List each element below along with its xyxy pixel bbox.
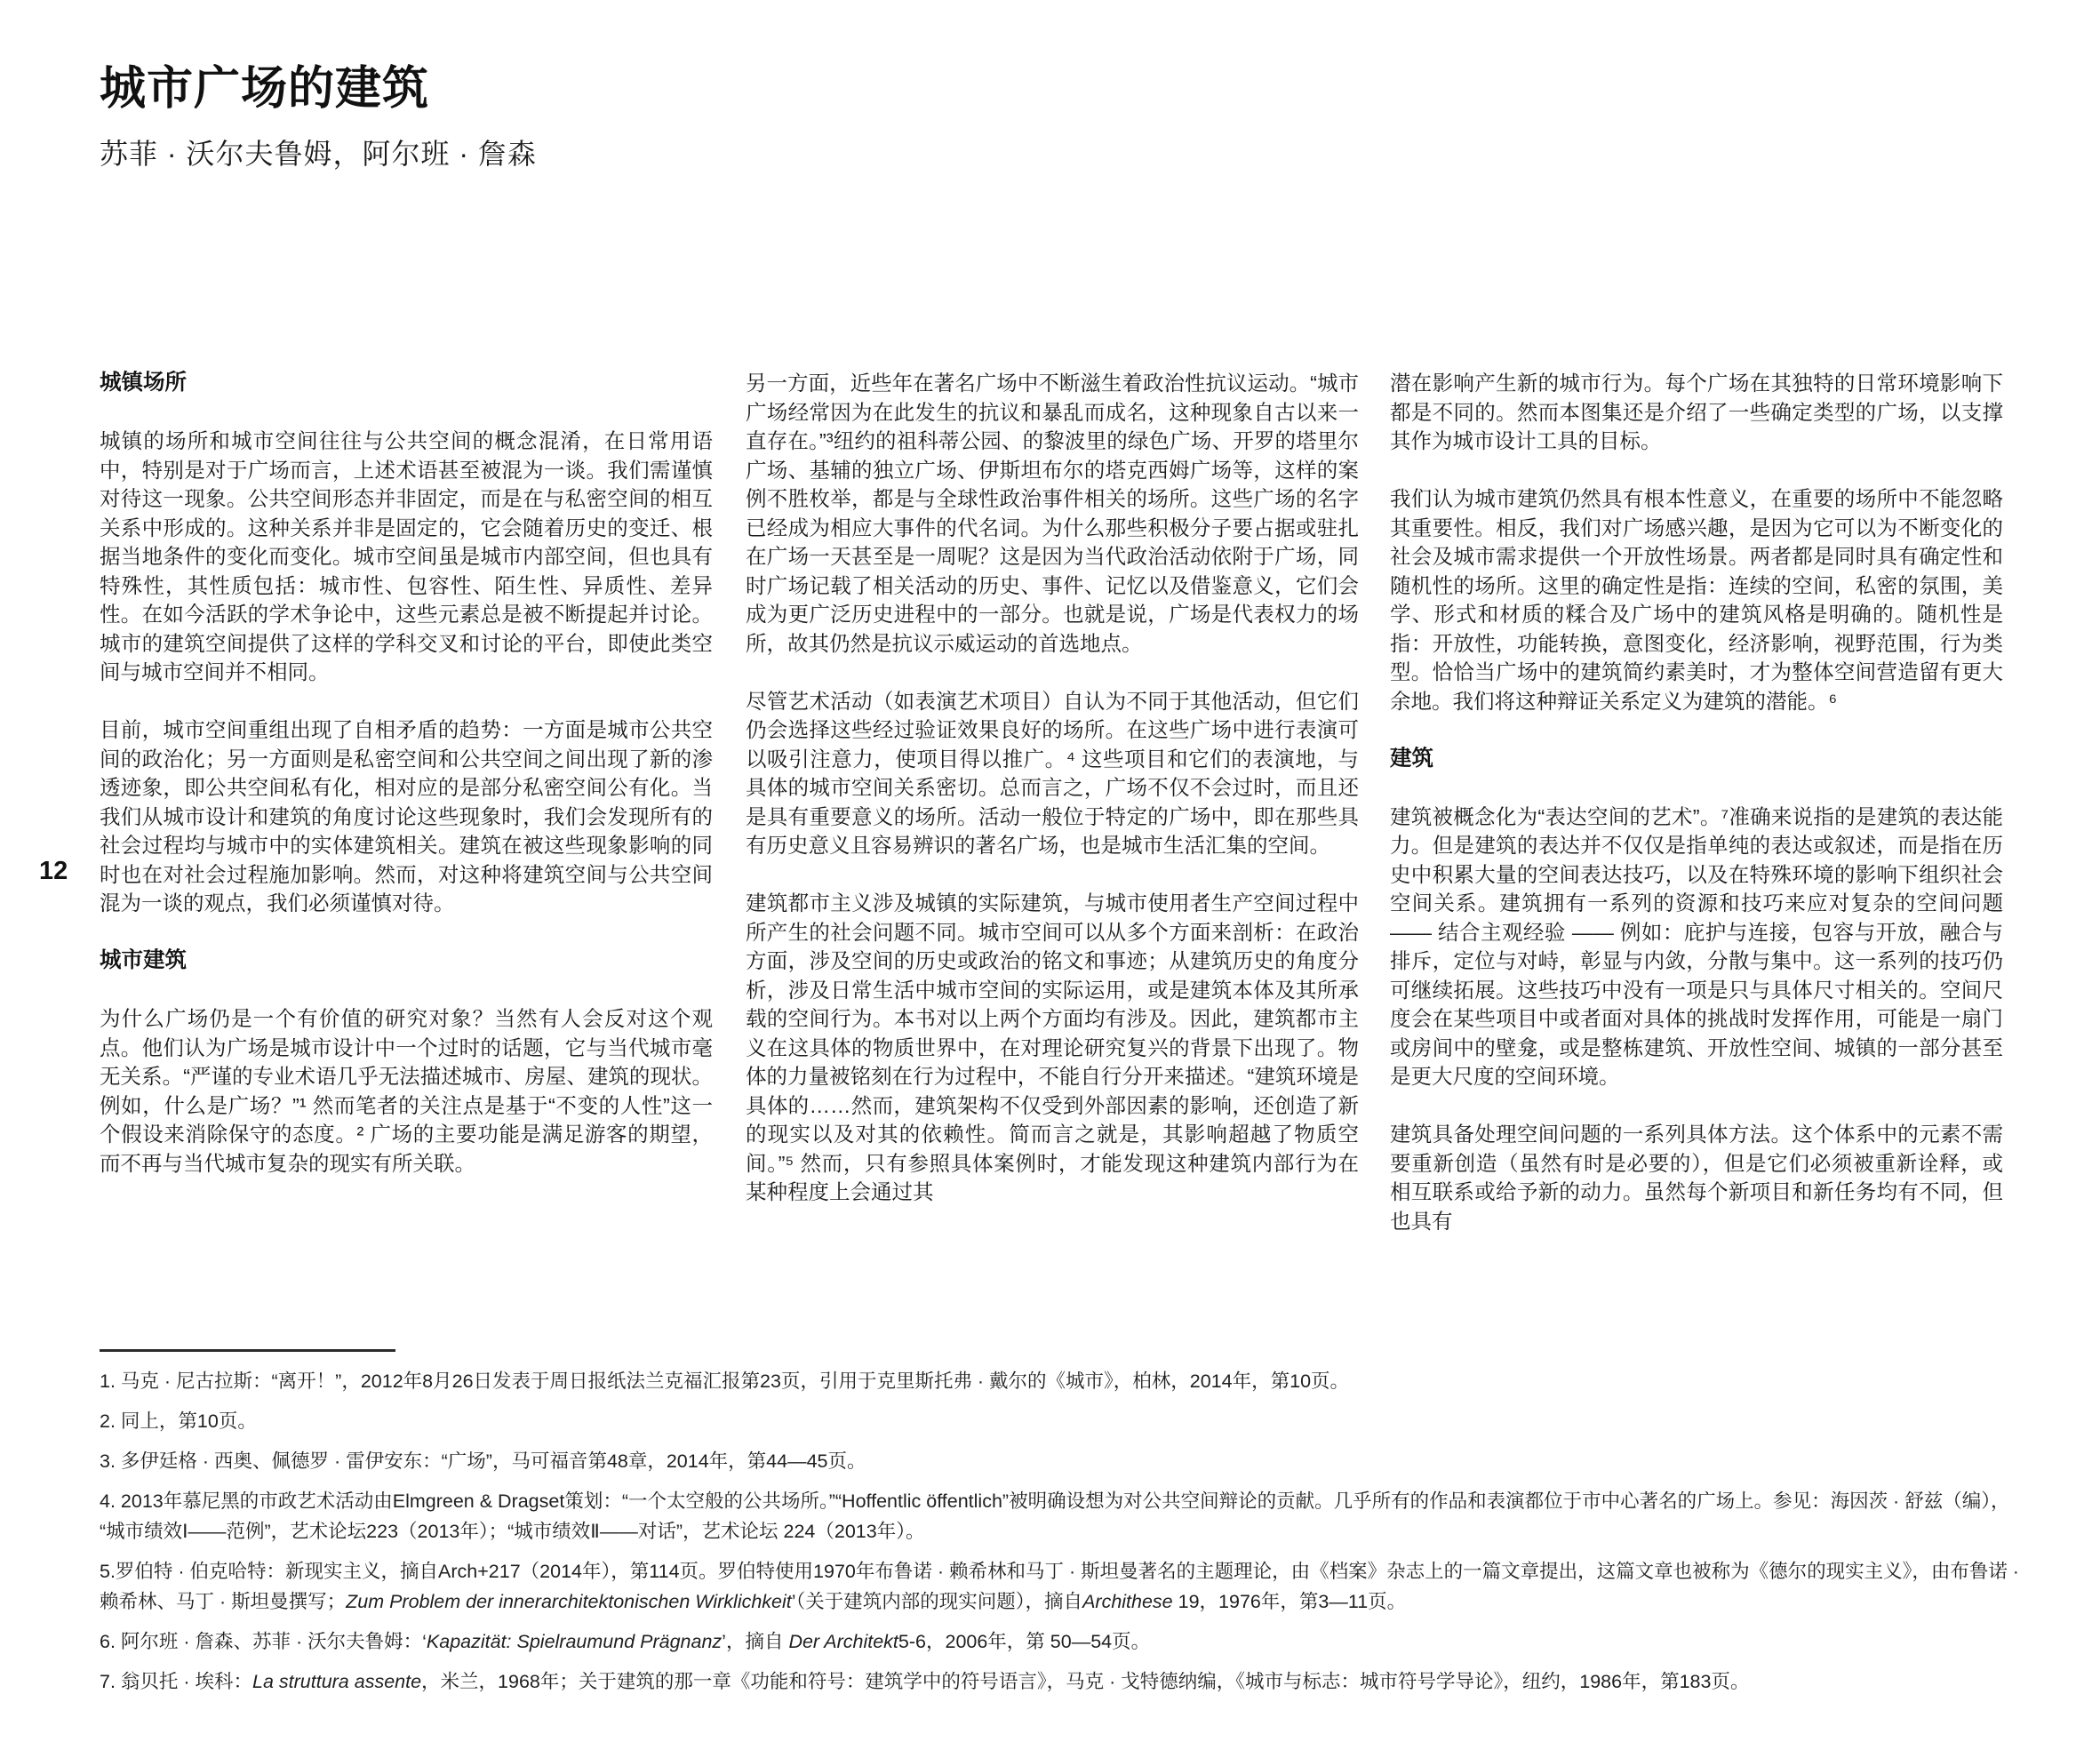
- section-heading-architecture: 建筑: [1390, 746, 1433, 771]
- footnotes-list: [100, 1366, 2023, 1706]
- paragraph: 建筑具备处理空间问题的一系列具体方法。这个体系中的元素不需要重新创造（虽然有时是必要的），但是它们必须被重新诠释，或相互联系或给予新的动力。虽然每个新项目和新任务均有不同，但也具有: [1390, 1123, 2003, 1233]
- footnote-divider: [100, 1349, 395, 1352]
- paragraph: 建筑被概念化为“表达空间的艺术”。⁷准确来说指的是建筑的表达能力。但是建筑的表达并不仅仅是指单纯的表达或叙述，而是指在历史中积累大量的空间表达技巧，以及在特殊环境的影响下组织社会空间关系。建筑拥有一系列的资源和技巧来应对复杂的空间问题 —— 结合主观经验 —— 例如：庇护与连接，包容与开放，融合与排斥，定位与对峙，彰显与内敛，分散与集中。这一系列的技巧仍可继续拓展。这些技巧中没有一项是只与具体尺寸相关的。空间尺度会在某些项目中或者面对具体的挑战时发挥作用，可能是一扇门或房间中的壁龛，或是整栋建筑、开放性空间、城镇的一部分甚至是更大尺度的空间环境。: [1390, 804, 2003, 1088]
- footnote-2: 2. 同上，第10页。: [100, 1410, 257, 1432]
- footnote-5: 5.罗伯特 · 伯克哈特：新现实主义，摘自Arch+217（2014年），第114页。罗伯特使用1970年布鲁诺 · 赖希林和马丁 · 斯坦曼著名的主题理论，由《档案》杂志上的一篇文章提出，这篇文章也被称为《德尔的现实主义》，由布鲁诺 · 赖希林、马丁 · 斯坦曼撰写；Zum Problem der innerarchitektonischen Wirklichkeit’（关于建筑内部的现实问题），摘自Archithese 19，1976年，第3—11页。: [100, 1561, 2019, 1612]
- footnote-6: 6. 阿尔班 · 詹森、苏菲 · 沃尔夫鲁姆：‘Kapazität: Spielraumund Prägnanz’，摘自 Der Architekt5-6，2006年，第 50—54页。: [100, 1631, 1151, 1652]
- column-3: [1390, 369, 2003, 1265]
- section-heading-town-places: 城镇场所: [100, 371, 187, 395]
- column-2: [746, 369, 1359, 1235]
- paragraph: 另一方面，近些年在著名广场中不断滋生着政治性抗议运动。“城市广场经常因为在此发生的抗议和暴乱而成名，这种现象自古以来一直存在。”³纽约的祖科蒂公园、的黎波里的绿色广场、开罗的塔里尔广场、基辅的独立广场、伊斯坦布尔的塔克西姆广场等，这样的案例不胜枚举，都是与全球性政治事件相关的场所。这些广场的名字已经成为相应大事件的代名词。为什么那些积极分子要占据或驻扎在广场一天甚至是一周呢？这是因为当代政治活动依附于广场，同时广场记载了相关活动的历史、事件、记忆以及借鉴意义，它们会成为更广泛历史进程中的一部分。也就是说，广场是代表权力的场所，故其仍然是抗议示威运动的首选地点。: [746, 372, 1359, 655]
- paragraph: 建筑都市主义涉及城镇的实际建筑，与城市使用者生产空间过程中所产生的社会问题不同。城市空间可以从多个方面来剖析：在政治方面，涉及空间的历史或政治的铭文和事迹；从建筑历史的角度分析，涉及日常生活中城市空间的实际运用，或是建筑本体及其所承载的空间行为。本书对以上两个方面均有涉及。因此，建筑都市主义在这具体的物质世界中，在对理论研究复兴的背景下出现了。物体的力量被铭刻在行为过程中，不能自行分开来描述。“建筑环境是具体的……然而，建筑架构不仅受到外部因素的影响，还创造了新的现实以及对其的依赖性。简而言之就是，其影响超越了物质空间。”⁵ 然而，只有参照具体案例时，才能发现这种建筑内部行为在某种程度上会通过其: [746, 891, 1359, 1203]
- paragraph: 目前，城市空间重组出现了自相矛盾的趋势：一方面是城市公共空间的政治化；另一方面则是私密空间和公共空间之间出现了新的渗透迹象，即公共空间私有化，相对应的是部分私密空间公有化。当我们从城市设计和建筑的角度讨论这些现象时，我们会发现所有的社会过程均与城市中的实体建筑相关。建筑在被这些现象影响的同时也在对社会过程施加影响。然而，对这种将建筑空间与公共空间混为一谈的观点，我们必须谨慎对待。: [100, 718, 713, 915]
- byline-authors: 苏菲 · 沃尔夫鲁姆，阿尔班 · 詹森: [100, 138, 537, 170]
- page-number: 12: [39, 857, 68, 885]
- column-1: [100, 369, 713, 1207]
- paragraph: 为什么广场仍是一个有价值的研究对象？当然有人会反对这个观点。他们认为广场是城市设计中一个过时的话题，它与当代城市毫无关系。“严谨的专业术语几乎无法描述城市、房屋、建筑的现状。例如，什么是广场？”¹ 然而笔者的关注点是基于“不变的人性”这一个假设来消除保守的态度。² 广场的主要功能是满足游客的期望，而不再与当代城市复杂的现实有所关联。: [100, 1007, 713, 1175]
- paragraph: 尽管艺术活动（如表演艺术项目）自认为不同于其他活动，但它们仍会选择这些经过验证效果良好的场所。在这些广场中进行表演可以吸引注意力，使项目得以推广。⁴ 这些项目和它们的表演地，与具体的城市空间关系密切。总而言之，广场不仅不会过时，而且还是具有重要意义的场所。活动一般位于特定的广场中，即在那些具有历史意义且容易辨识的著名广场，也是城市生活汇集的空间。: [746, 689, 1359, 857]
- paragraph: 城镇的场所和城市空间往往与公共空间的概念混淆，在日常用语中，特别是对于广场而言，上述术语甚至被混为一谈。我们需谨慎对待这一现象。公共空间形态并非固定，而是在与私密空间的相互关系中形成的。这种关系并非是固定的，它会随着历史的变迁、根据当地条件的变化而变化。城市空间虽是城市内部空间，但也具有特殊性，其性质包括：城市性、包容性、陌生性、异质性、差异性。在如今活跃的学术争论中，这些元素总是被不断提起并讨论。城市的建筑空间提供了这样的学科交叉和讨论的平台，即使此类空间与城市空间并不相同。: [100, 429, 713, 683]
- section-heading-urban-architecture: 城市建筑: [100, 948, 187, 972]
- footnote-4: 4. 2013年慕尼黑的市政艺术活动由Elmgreen & Dragset策划：“一个太空般的公共场所。”“Hoffentlic öffentlich”被明确设想为对公共空间辩论的贡献。几乎所有的作品和表演都位于市中心著名的广场上。参见：海因茨 · 舒兹（编），“城市绩效Ⅰ——范例”，艺术论坛223（2013年）；“城市绩效Ⅱ——对话”，艺术论坛 224（2013年）。: [100, 1490, 2010, 1542]
- page-title: 城市广场的建筑: [100, 63, 430, 115]
- footnote-7: 7. 翁贝托 · 埃科：La struttura assente，米兰，1968年；关于建筑的那一章《功能和符号：建筑学中的符号语言》，马克 · 戈特德纳编，《城市与标志：城市符号学导论》，纽约，1986年，第183页。: [100, 1671, 1750, 1692]
- paragraph: 潜在影响产生新的城市行为。每个广场在其独特的日常环境影响下都是不同的。然而本图集还是介绍了一些确定类型的广场，以支撑其作为城市设计工具的目标。: [1390, 372, 2003, 452]
- paragraph: 我们认为城市建筑仍然具有根本性意义，在重要的场所中不能忽略其重要性。相反，我们对广场感兴趣，是因为它可以为不断变化的社会及城市需求提供一个开放性场景。两者都是同时具有确定性和随机性的场所。这里的确定性是指：连续的空间，私密的氛围，美学、形式和材质的糅合及广场中的建筑风格是明确的。随机性是指：开放性，功能转换，意图变化，经济影响，视野范围，行为类型。恰恰当广场中的建筑简约素美时，才为整体空间营造留有更大余地。我们将这种辩证关系定义为建筑的潜能。⁶: [1390, 487, 2003, 713]
- footnote-1: 1. 马克 · 尼古拉斯：“离开！”，2012年8月26日发表于周日报纸法兰克福汇报第23页，引用于克里斯托弗 · 戴尔的《城市》，柏林，2014年，第10页。: [100, 1370, 1350, 1392]
- footnote-3: 3. 多伊廷格 · 西奥、佩德罗 · 雷伊安东：“广场”，马可福音第48章，2014年，第44—45页。: [100, 1450, 866, 1472]
